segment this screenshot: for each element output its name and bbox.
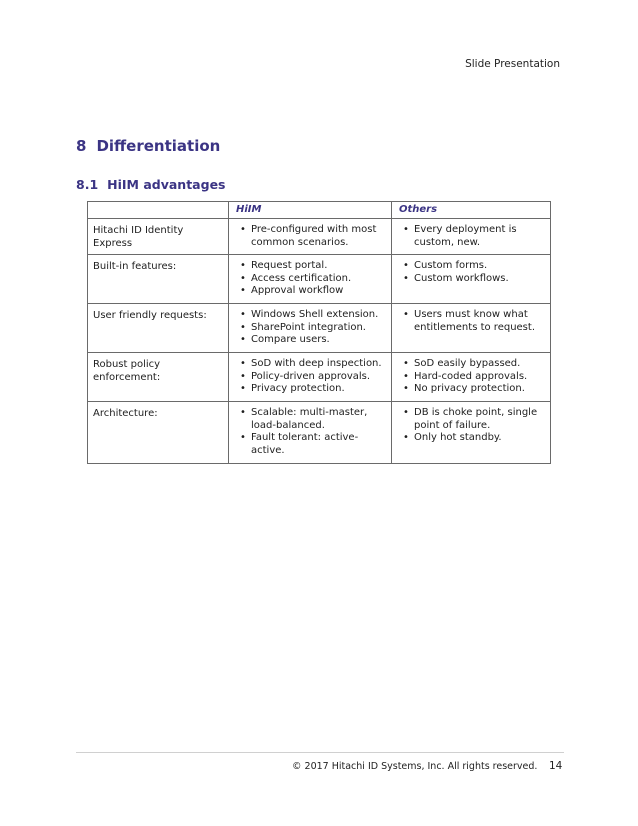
others-cell	[392, 304, 551, 353]
list-item: • Pre-configured with most common scenarios.	[239, 224, 385, 249]
others-cell	[392, 219, 551, 255]
bullet-list	[402, 224, 544, 249]
running-header: Slide Presentation	[465, 58, 560, 70]
list-item: • Compare users.	[239, 334, 385, 347]
table-row	[88, 402, 551, 463]
list-item: • Access certification.	[239, 273, 385, 286]
row-label: Built-in features:	[88, 255, 229, 304]
row-label: Architecture:	[88, 402, 229, 463]
list-item: • Privacy protection.	[239, 383, 385, 396]
list-item: • Approval workflow	[239, 285, 385, 298]
hilm-cell	[229, 219, 392, 255]
list-item: • SoD easily bypassed.	[402, 358, 544, 371]
page-number: 14	[549, 760, 563, 772]
list-item: • SoD with deep inspection.	[239, 358, 385, 371]
footer-divider	[76, 752, 564, 753]
list-item: • Scalable: multi-master, load-balanced.	[239, 407, 385, 432]
bullet-list	[239, 407, 385, 457]
list-item: • Policy-driven approvals.	[239, 371, 385, 384]
row-label: Hitachi ID Identity Express	[88, 219, 229, 255]
hilm-cell	[229, 304, 392, 353]
list-item: • Request portal.	[239, 260, 385, 273]
bullet-list	[239, 358, 385, 396]
bullet-list	[402, 309, 544, 334]
list-item: • Only hot standby.	[402, 432, 544, 445]
list-item: • Windows Shell extension.	[239, 309, 385, 322]
bullet-list	[239, 260, 385, 298]
table-row	[88, 304, 551, 353]
bullet-list	[239, 224, 385, 249]
subsection-title-text: HiIM advantages	[107, 177, 226, 192]
others-cell	[392, 255, 551, 304]
row-label: User friendly requests:	[88, 304, 229, 353]
hilm-cell	[229, 402, 392, 463]
bullet-list	[402, 260, 544, 285]
table-row	[88, 219, 551, 255]
list-item: • No privacy protection.	[402, 383, 544, 396]
hilm-cell	[229, 255, 392, 304]
column-header-hilm: HiIM	[229, 202, 392, 219]
list-item: • Every deployment is custom, new.	[402, 224, 544, 249]
others-cell	[392, 402, 551, 463]
list-item: • Fault tolerant: active-active.	[239, 432, 385, 457]
others-cell	[392, 353, 551, 402]
list-item: • Hard-coded approvals.	[402, 371, 544, 384]
list-item: • DB is choke point, single point of failure.	[402, 407, 544, 432]
subsection-number: 8.1	[76, 177, 99, 192]
list-item: • Custom forms.	[402, 260, 544, 273]
list-item: • Users must know what entitlements to request.	[402, 309, 544, 334]
section-number: 8	[76, 137, 87, 155]
row-label: Robust policy enforcement:	[88, 353, 229, 402]
column-header-others: Others	[392, 202, 551, 219]
list-item: • SharePoint integration.	[239, 322, 385, 335]
section-heading	[76, 137, 220, 155]
column-header-blank	[88, 202, 229, 219]
hilm-cell	[229, 353, 392, 402]
list-item: • Custom workflows.	[402, 273, 544, 286]
bullet-list	[402, 407, 544, 445]
bullet-list	[239, 309, 385, 347]
subsection-heading	[76, 177, 226, 192]
footer-copyright: © 2017 Hitachi ID Systems, Inc. All rights reserved.	[292, 761, 538, 772]
bullet-list	[402, 358, 544, 396]
table-row	[88, 255, 551, 304]
table-header-row	[88, 202, 551, 219]
section-title-text: Differentiation	[96, 137, 221, 155]
table-row	[88, 353, 551, 402]
advantages-table	[87, 201, 551, 464]
